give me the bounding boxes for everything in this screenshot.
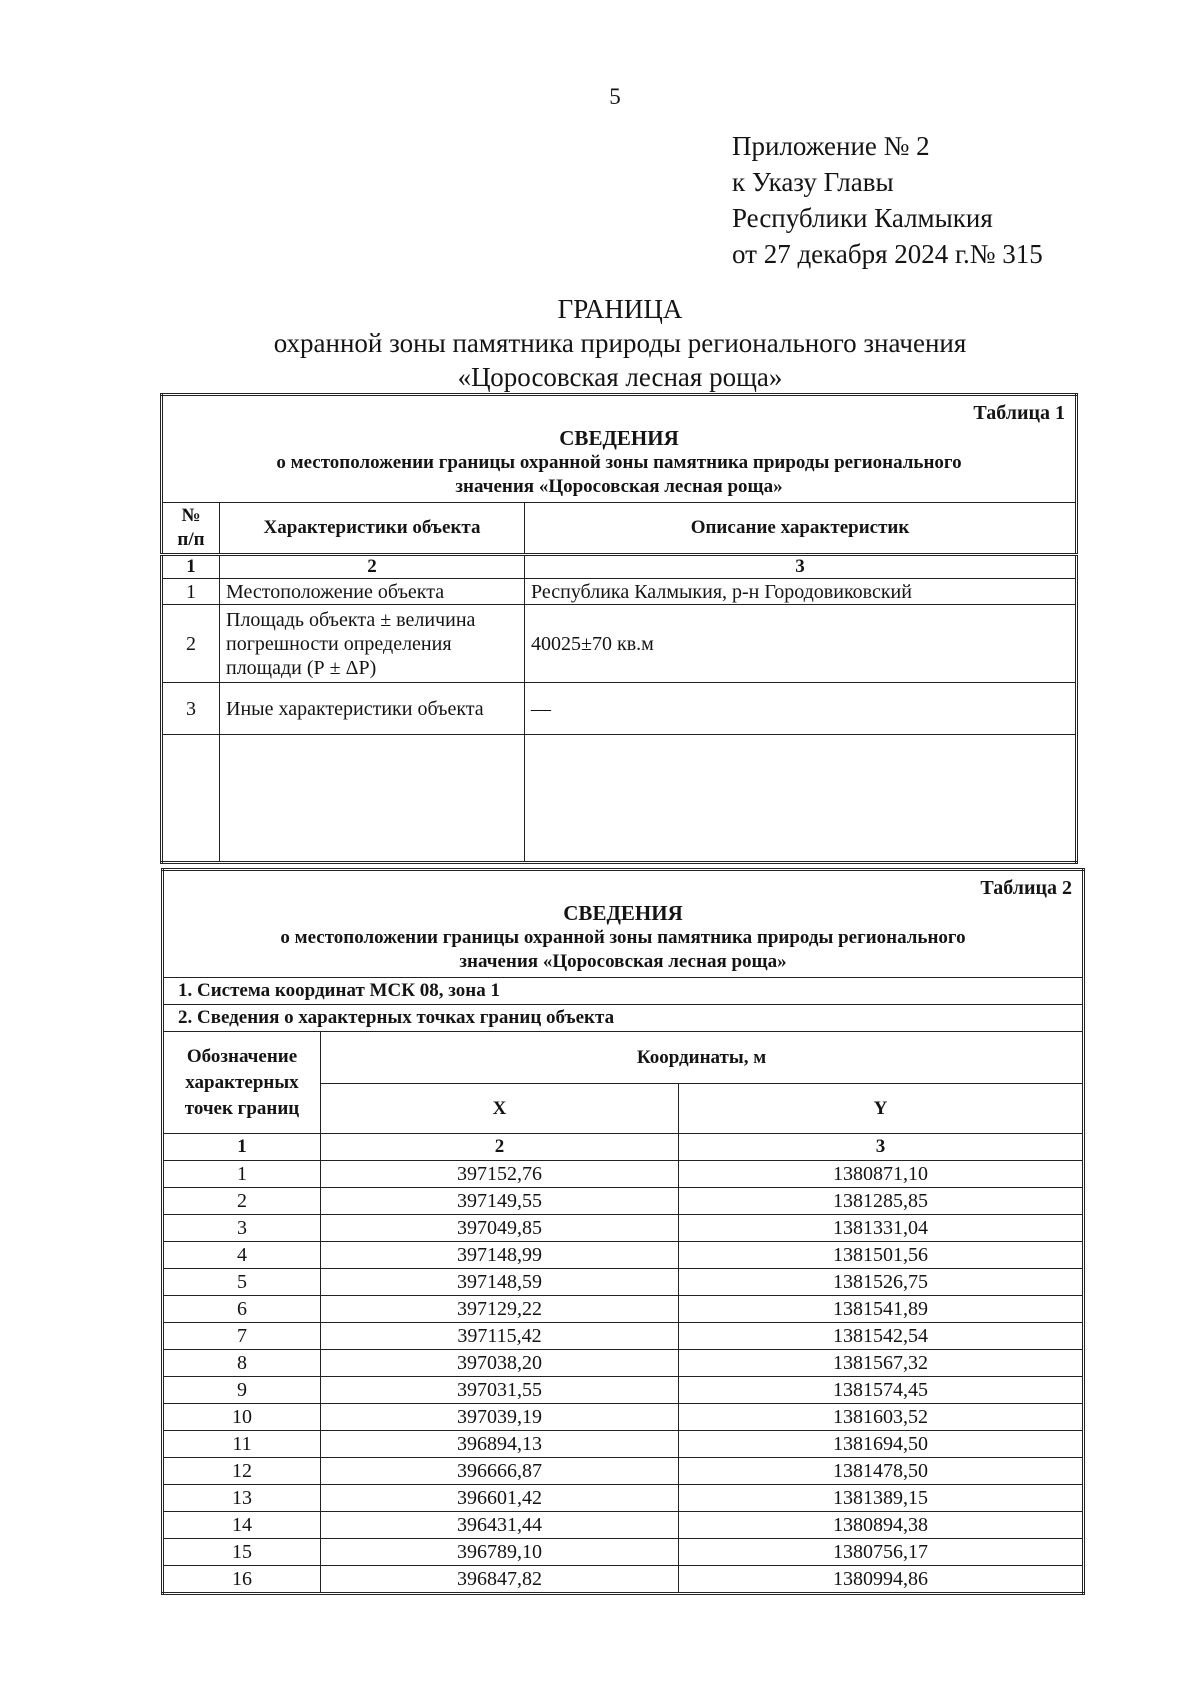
table-subheading: значения «Цоросовская лесная роща» xyxy=(459,950,787,972)
title-line: «Цоросовская лесная роща» xyxy=(457,362,783,392)
row-characteristic: Иные характеристики объекта xyxy=(220,683,525,735)
point-number: 2 xyxy=(163,1188,321,1215)
coordinate-x: 397152,76 xyxy=(321,1161,679,1188)
column-index: 2 xyxy=(321,1134,679,1161)
table-row xyxy=(163,1485,1084,1512)
table-row xyxy=(162,683,1077,735)
table-row xyxy=(163,1512,1084,1539)
table-row xyxy=(163,1161,1084,1188)
row-characteristic: Площадь объекта ± величина погрешности определения площади (Р ± ΔР) xyxy=(220,605,525,683)
point-number: 13 xyxy=(163,1485,321,1512)
table-subheading: о местоположении границы охранной зоны памятника природы регионального xyxy=(280,926,966,948)
coordinate-y: 1381567,32 xyxy=(679,1350,1084,1377)
table-row xyxy=(163,1296,1084,1323)
coordinate-y: 1381331,04 xyxy=(679,1215,1084,1242)
coordinate-x: 397129,22 xyxy=(321,1296,679,1323)
row-number: 1 xyxy=(162,579,220,605)
coordinate-x: 397115,42 xyxy=(321,1323,679,1350)
table-row xyxy=(163,1188,1084,1215)
table-row xyxy=(163,1404,1084,1431)
appendix-line: от 27 декабря 2024 г.№ 315 xyxy=(732,239,1043,269)
coordinate-y: 1381501,56 xyxy=(679,1242,1084,1269)
table-2-header xyxy=(163,870,1084,978)
row-description: Республика Калмыкия, р-н Городовиковский xyxy=(525,579,1077,605)
table-row xyxy=(162,605,1077,683)
row-number: 2 xyxy=(162,605,220,683)
coordinate-x: 397148,59 xyxy=(321,1269,679,1296)
column-header-point: Обозначение характерных точек границ xyxy=(163,1032,321,1134)
coordinate-x: 396789,10 xyxy=(321,1539,679,1566)
coordinate-y: 1381603,52 xyxy=(679,1404,1084,1431)
row-description: — xyxy=(525,683,1077,735)
column-header-characteristics: Характеристики объекта xyxy=(220,503,525,555)
table-row xyxy=(163,1431,1084,1458)
row-number: 3 xyxy=(162,683,220,735)
table-subheading: о местоположении границы охранной зоны памятника природы регионального xyxy=(276,451,962,473)
coordinate-y: 1381542,54 xyxy=(679,1323,1084,1350)
column-index: 1 xyxy=(163,1134,321,1161)
point-number: 5 xyxy=(163,1269,321,1296)
point-number: 10 xyxy=(163,1404,321,1431)
point-number: 14 xyxy=(163,1512,321,1539)
coordinate-y: 1381526,75 xyxy=(679,1269,1084,1296)
title-main: ГРАНИЦА xyxy=(557,294,683,324)
point-number: 9 xyxy=(163,1377,321,1404)
column-index: 1 xyxy=(162,555,220,579)
coordinate-y: 1380871,10 xyxy=(679,1161,1084,1188)
coordinate-x: 396666,87 xyxy=(321,1458,679,1485)
coordinate-x: 397049,85 xyxy=(321,1215,679,1242)
coordinate-y: 1381478,50 xyxy=(679,1458,1084,1485)
coordinate-y: 1380894,38 xyxy=(679,1512,1084,1539)
coordinate-x: 397038,20 xyxy=(321,1350,679,1377)
coordinate-y: 1380756,17 xyxy=(679,1539,1084,1566)
coordinate-x: 397148,99 xyxy=(321,1242,679,1269)
column-header-y: Y xyxy=(679,1084,1084,1134)
point-number: 12 xyxy=(163,1458,321,1485)
coordinate-x: 396847,82 xyxy=(321,1566,679,1594)
table-2 xyxy=(161,868,1085,1595)
table-subheading: значения «Цоросовская лесная роща» xyxy=(455,475,783,497)
coordinate-x: 396601,42 xyxy=(321,1485,679,1512)
column-index: 2 xyxy=(220,555,525,579)
point-number: 6 xyxy=(163,1296,321,1323)
point-number: 4 xyxy=(163,1242,321,1269)
point-number: 8 xyxy=(163,1350,321,1377)
table-heading: СВЕДЕНИЯ xyxy=(563,900,683,925)
column-header-description: Описание характеристик xyxy=(525,503,1077,555)
table-label: Таблица 1 xyxy=(973,401,1065,424)
column-index: 3 xyxy=(679,1134,1084,1161)
appendix-line: Республики Калмыкия xyxy=(732,203,993,233)
table-row xyxy=(163,1377,1084,1404)
point-number: 15 xyxy=(163,1539,321,1566)
table-heading: СВЕДЕНИЯ xyxy=(559,425,679,450)
table-row xyxy=(163,1350,1084,1377)
row-description: 40025±70 кв.м xyxy=(525,605,1077,683)
point-number: 16 xyxy=(163,1566,321,1594)
table-1-header xyxy=(162,395,1077,503)
column-index: 3 xyxy=(525,555,1077,579)
title-line: охранной зоны памятника природы регионального значения xyxy=(273,328,967,358)
table-row xyxy=(163,1539,1084,1566)
point-number: 3 xyxy=(163,1215,321,1242)
coordinate-y: 1380994,86 xyxy=(679,1566,1084,1594)
table-label: Таблица 2 xyxy=(980,876,1072,899)
coordinate-x: 397039,19 xyxy=(321,1404,679,1431)
table-row xyxy=(163,1566,1084,1594)
coordinate-x: 397031,55 xyxy=(321,1377,679,1404)
point-number: 11 xyxy=(163,1431,321,1458)
column-header-x: X xyxy=(321,1084,679,1134)
point-number: 7 xyxy=(163,1323,321,1350)
appendix-line: к Указу Главы xyxy=(732,167,894,197)
coordinate-y: 1381541,89 xyxy=(679,1296,1084,1323)
table-1 xyxy=(160,393,1078,864)
coordinate-system: 1. Система координат МСК 08, зона 1 xyxy=(163,978,1084,1005)
row-characteristic: Местоположение объекта xyxy=(220,579,525,605)
table-row xyxy=(163,1323,1084,1350)
appendix-reference xyxy=(732,128,1043,272)
table-row xyxy=(163,1458,1084,1485)
table-row xyxy=(163,1215,1084,1242)
document-title xyxy=(0,292,1200,394)
appendix-line: Приложение № 2 xyxy=(732,131,930,161)
coordinate-x: 396894,13 xyxy=(321,1431,679,1458)
page-number: 5 xyxy=(609,84,621,109)
coordinate-y: 1381285,85 xyxy=(679,1188,1084,1215)
coordinate-y: 1381389,15 xyxy=(679,1485,1084,1512)
coordinate-x: 397149,55 xyxy=(321,1188,679,1215)
table-row xyxy=(163,1242,1084,1269)
column-header-no: № п/п xyxy=(162,503,220,555)
section-heading: 2. Сведения о характерных точках границ объекта xyxy=(163,1005,1084,1032)
table-row xyxy=(163,1269,1084,1296)
column-header-coordinates: Координаты, м xyxy=(321,1032,1084,1084)
coordinate-y: 1381574,45 xyxy=(679,1377,1084,1404)
table-row xyxy=(162,579,1077,605)
coordinate-y: 1381694,50 xyxy=(679,1431,1084,1458)
point-number: 1 xyxy=(163,1161,321,1188)
coordinate-x: 396431,44 xyxy=(321,1512,679,1539)
empty-row xyxy=(162,735,1077,863)
